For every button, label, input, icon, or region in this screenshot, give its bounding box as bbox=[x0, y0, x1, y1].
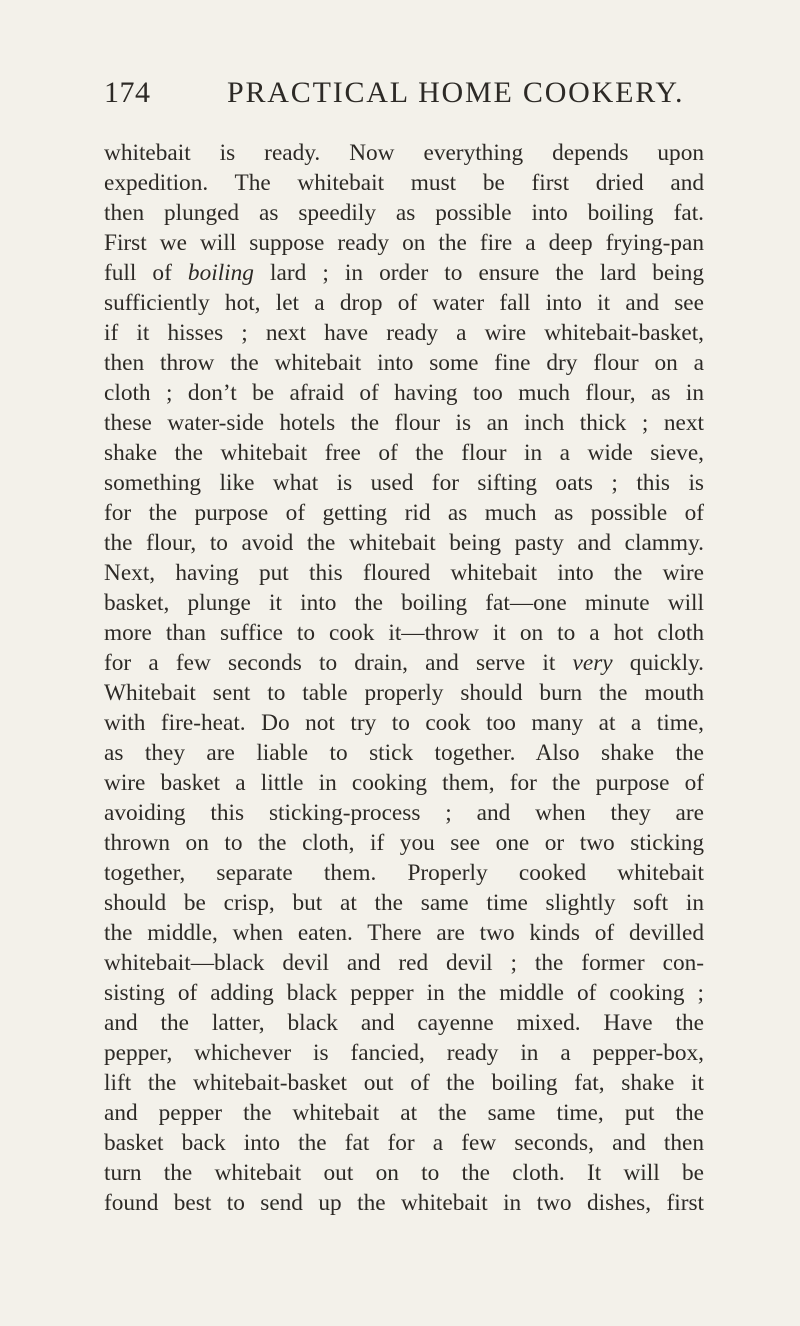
body-text bbox=[104, 138, 704, 1218]
text-run: something like what is used for sifting oats ; this is bbox=[104, 470, 704, 496]
text-run: together, separate them. Properly cooked whitebait bbox=[104, 860, 704, 886]
text-line bbox=[104, 618, 704, 648]
text-line bbox=[104, 498, 704, 528]
text-run: then plunged as speedily as possible into boiling fat. bbox=[104, 200, 704, 226]
text-line bbox=[104, 798, 704, 828]
text-line bbox=[104, 348, 704, 378]
text-run: then throw the whitebait into some fine dry flour on a bbox=[104, 350, 704, 376]
text-run: Whitebait sent to table properly should burn the mouth bbox=[104, 680, 704, 706]
text-line bbox=[104, 858, 704, 888]
text-run: lift the whitebait-basket out of the boiling fat, shake it bbox=[104, 1070, 704, 1096]
text-line bbox=[104, 228, 704, 258]
text-line bbox=[104, 258, 704, 288]
text-line bbox=[104, 558, 704, 588]
text-run: whitebait is ready. Now everything depends upon bbox=[104, 140, 704, 166]
text-run: sufficiently hot, let a drop of water fall into it and see bbox=[104, 290, 704, 316]
text-run: with fire-heat. Do not try to cook too many at a time, bbox=[104, 710, 704, 736]
text-line bbox=[104, 1038, 704, 1068]
text-run: lard ; in order to ensure the lard being bbox=[253, 260, 704, 286]
text-run: pepper, whichever is fancied, ready in a pepper-box, bbox=[104, 1040, 704, 1066]
text-line bbox=[104, 1008, 704, 1038]
text-run: shake the whitebait free of the flour in a wide sieve, bbox=[104, 440, 704, 466]
text-line bbox=[104, 648, 704, 678]
page-number: 174 bbox=[104, 76, 151, 109]
text-run: and the latter, black and cayenne mixed. Have the bbox=[104, 1010, 704, 1036]
text-line bbox=[104, 288, 704, 318]
text-line bbox=[104, 468, 704, 498]
text-line bbox=[104, 918, 704, 948]
italic-phrase: very bbox=[572, 650, 613, 676]
text-run: for the purpose of getting rid as much as possible of bbox=[104, 500, 704, 526]
text-run: whitebait—black devil and red devil ; the former con- bbox=[104, 950, 704, 976]
text-line bbox=[104, 318, 704, 348]
text-run: avoiding this sticking-process ; and when they are bbox=[104, 800, 704, 826]
text-run: basket back into the fat for a few seconds, and then bbox=[104, 1130, 704, 1156]
text-run: wire basket a little in cooking them, for the purpose of bbox=[104, 770, 704, 796]
text-run: thrown on to the cloth, if you see one or two sticking bbox=[104, 830, 704, 856]
text-line bbox=[104, 1128, 704, 1158]
text-line bbox=[104, 708, 704, 738]
text-run: expedition. The whitebait must be first dried and bbox=[104, 170, 704, 196]
text-run: and pepper the whitebait at the same time, put the bbox=[104, 1100, 704, 1126]
italic-phrase: boiling bbox=[187, 260, 254, 286]
text-line bbox=[104, 408, 704, 438]
text-line bbox=[104, 828, 704, 858]
text-line bbox=[104, 168, 704, 198]
text-run: sisting of adding black pepper in the middle of cooking ; bbox=[104, 980, 704, 1006]
text-run: for a few seconds to drain, and serve it bbox=[104, 650, 573, 676]
text-run: should be crisp, but at the same time slightly soft in bbox=[104, 890, 704, 916]
text-run: turn the whitebait out on to the cloth. It will be bbox=[104, 1160, 704, 1186]
text-line bbox=[104, 1188, 704, 1218]
running-head: PRACTICAL HOME COOKERY. bbox=[227, 76, 685, 109]
text-line bbox=[104, 378, 704, 408]
text-line bbox=[104, 888, 704, 918]
text-run: if it hisses ; next have ready a wire whitebait-basket, bbox=[104, 320, 704, 346]
text-run: basket, plunge it into the boiling fat—one minute will bbox=[104, 590, 704, 616]
text-run: Next, having put this floured whitebait into the wire bbox=[104, 560, 704, 586]
text-run: found best to send up the whitebait in two dishes, first bbox=[104, 1190, 704, 1216]
text-run: First we will suppose ready on the fire a deep frying-pan bbox=[104, 230, 704, 256]
text-run: full of bbox=[104, 260, 188, 286]
page-header bbox=[104, 76, 694, 116]
text-run: quickly. bbox=[612, 650, 704, 676]
text-line bbox=[104, 678, 704, 708]
text-line bbox=[104, 768, 704, 798]
text-line bbox=[104, 738, 704, 768]
text-run: these water-side hotels the flour is an inch thick ; next bbox=[104, 410, 704, 436]
text-run: cloth ; don’t be afraid of having too much flour, as in bbox=[104, 380, 704, 406]
text-line bbox=[104, 198, 704, 228]
text-line bbox=[104, 438, 704, 468]
text-line bbox=[104, 978, 704, 1008]
text-line bbox=[104, 1068, 704, 1098]
text-run: as they are liable to stick together. Also shake the bbox=[104, 740, 704, 766]
text-line bbox=[104, 528, 704, 558]
text-line bbox=[104, 588, 704, 618]
text-run: the middle, when eaten. There are two kinds of devilled bbox=[104, 920, 704, 946]
text-run: the flour, to avoid the whitebait being pasty and clammy. bbox=[104, 530, 704, 556]
text-line bbox=[104, 1158, 704, 1188]
text-line bbox=[104, 948, 704, 978]
text-line bbox=[104, 1098, 704, 1128]
text-run: more than suffice to cook it—throw it on to a hot cloth bbox=[104, 620, 704, 646]
text-line bbox=[104, 138, 704, 168]
